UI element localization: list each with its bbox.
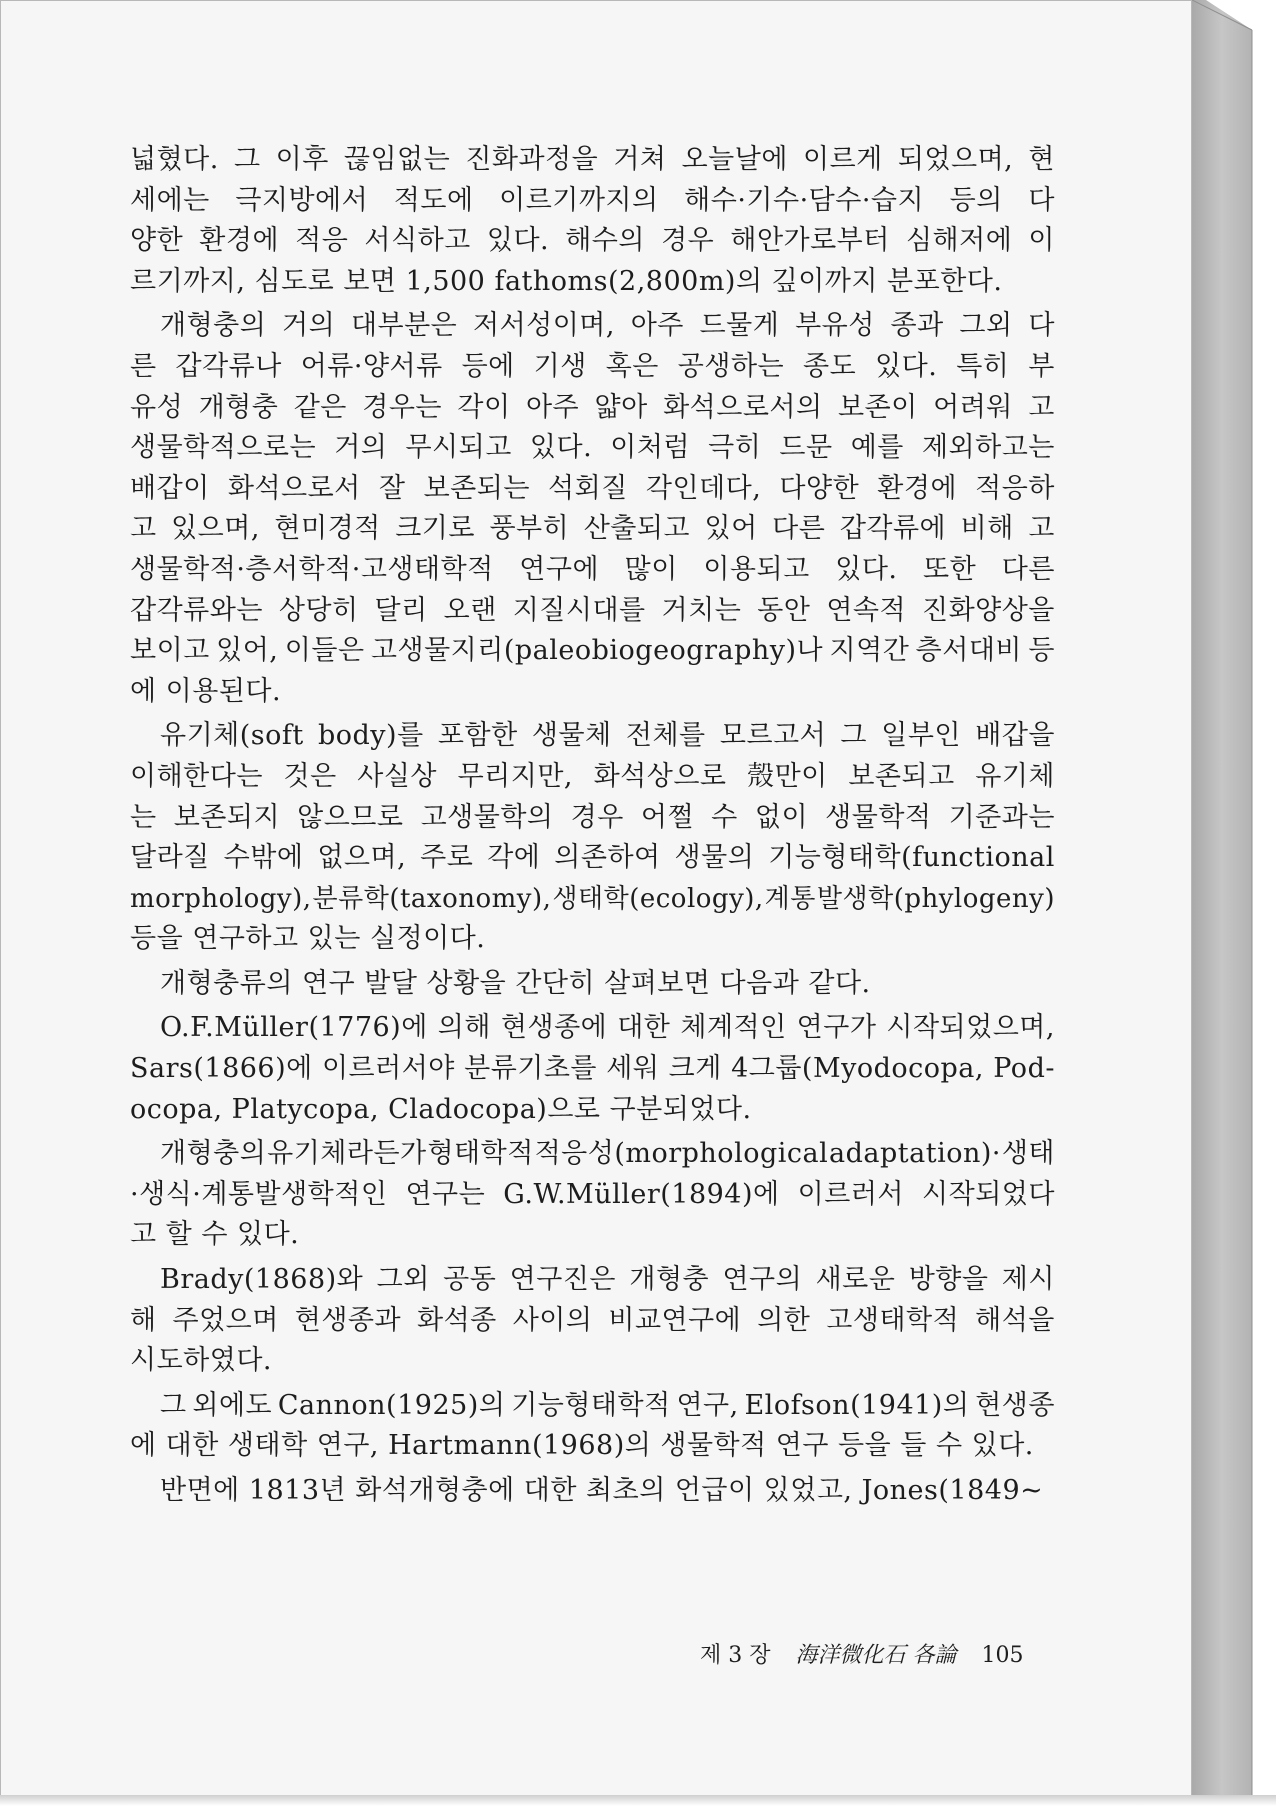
paragraph — [130, 306, 1055, 712]
text-line: 세에는 극지방에서 적도에 이르기까지의 해수·기수·담수·습지 등의 다 — [130, 184, 1055, 216]
page-number: 105 — [981, 1643, 1024, 1668]
paragraph — [130, 1386, 1055, 1467]
paragraph — [130, 1260, 1055, 1382]
text-line: 생물학적으로는 거의 무시되고 있다. 이처럼 극히 드문 예를 제외하고는 — [130, 432, 1055, 464]
text-line: 유기체(soft body)를 포함한 생물체 전체를 모르고서 그 일부인 배갑을 — [160, 720, 1055, 752]
text-line: morphology), 분류학(taxonomy), 생태학(ecology), 계통 발생학(phylogeny) — [130, 883, 1055, 914]
text-line: 보이고 있어, 이들은 고생물지리(paleobiogeography)나 지역간 층서대비 등 — [130, 635, 1055, 667]
text-line: 배갑이 화석으로서 잘 보존되는 석회질 각인데다, 다양한 환경에 적응하 — [130, 472, 1055, 504]
text-line: 양한 환경에 적응 서식하고 있다. 해수의 경우 해안가로부터 심해저에 이 — [130, 225, 1055, 257]
text-line: 반면에 1813년 화석개형충에 대한 최초의 언급이 있었고, Jones(1849~ — [160, 1475, 1044, 1506]
paragraph — [130, 1471, 1055, 1512]
page-footer — [700, 1638, 1042, 1669]
text-line: 시도하였다. — [130, 1345, 272, 1377]
text-line: O.F.Müller(1776)에 의해 현생종에 대한 체계적인 연구가 시작되었으며, — [160, 1012, 1055, 1044]
text-line: 에 이용된다. — [130, 675, 282, 707]
text-line: 고 할 수 있다. — [130, 1219, 300, 1251]
text-line: 는 보존되지 않으므로 고생물학의 경우 어쩔 수 없이 생물학적 기준과는 — [130, 801, 1055, 833]
footer-chapter: 제 3 장 — [700, 1643, 771, 1668]
text-line: 개형충의 유기체라든가 형태학적 적응성(morphological adaptation)· 생태 — [160, 1138, 1055, 1170]
footer-title: 海洋微化石 各論 — [795, 1643, 957, 1668]
text-line: 그 외에도 Cannon(1925)의 기능형태학적 연구, Elofson(1941)의 현생종 — [160, 1389, 1055, 1421]
paragraph — [130, 1008, 1055, 1130]
text-line: 등을 연구하고 있는 실정이다. — [130, 923, 486, 955]
text-line: 개형충류의 연구 발달 상황을 간단히 살펴보면 다음과 같다. — [160, 967, 871, 999]
text-line: 개형충의 거의 대부분은 저서성이며, 아주 드물게 부유성 종과 그외 다 — [160, 310, 1055, 342]
text-line: 르기까지, 심도로 보면 1,500 fathoms(2,800m)의 깊이까지 분포한다. — [130, 265, 1003, 297]
paragraph — [130, 140, 1055, 302]
text-line: ·생식·계통발생학적인 연구는 G.W.Müller(1894)에 이르러서 시작되었다 — [130, 1178, 1055, 1210]
text-line: 유성 개형충 같은 경우는 각이 아주 얇아 화석으로서의 보존이 어려워 고 — [130, 391, 1055, 423]
page-stack-edge — [1192, 0, 1262, 1800]
text-line: 생물학적·층서학적·고생태학적 연구에 많이 이용되고 있다. 또한 다른 — [130, 553, 1055, 585]
paragraph — [130, 964, 1055, 1005]
text-line: Sars(1866)에 이르러서야 분류기초를 세워 크게 4그룹(Myodocopa, Pod- — [130, 1053, 1055, 1085]
text-line: 고 있으며, 현미경적 크기로 풍부히 산출되고 있어 다른 갑각류에 비해 고 — [130, 513, 1055, 545]
body-text — [130, 140, 1055, 1512]
text-line: 른 갑각류나 어류·양서류 등에 기생 혹은 공생하는 종도 있다. 특히 부 — [130, 350, 1055, 382]
paragraph — [130, 1134, 1055, 1256]
text-line: 넓혔다. 그 이후 끊임없는 진화과정을 거쳐 오늘날에 이르게 되었으며, 현 — [130, 144, 1055, 175]
text-line: 에 대한 생태학 연구, Hartmann(1968)의 생물학적 연구 등을 들 수 있다. — [130, 1430, 1034, 1462]
text-line: 해 주었으며 현생종과 화석종 사이의 비교연구에 의한 고생태학적 해석을 — [130, 1304, 1055, 1336]
text-line: 이해한다는 것은 사실상 무리지만, 화석상으로 殼만이 보존되고 유기체 — [130, 760, 1055, 792]
text-line: Brady(1868)와 그외 공동 연구진은 개형충 연구의 새로운 방향을 제시 — [160, 1264, 1055, 1296]
page-bottom-shadow — [0, 1795, 1276, 1806]
paragraph — [130, 716, 1055, 960]
text-line: 달라질 수밖에 없으며, 주로 각에 의존하여 생물의 기능형태학(functional — [130, 842, 1055, 874]
text-line: 갑각류와는 상당히 달리 오랜 지질시대를 거치는 동안 연속적 진화양상을 — [130, 594, 1055, 626]
text-line: ocopa, Platycopa, Cladocopa)으로 구분되었다. — [130, 1093, 752, 1125]
